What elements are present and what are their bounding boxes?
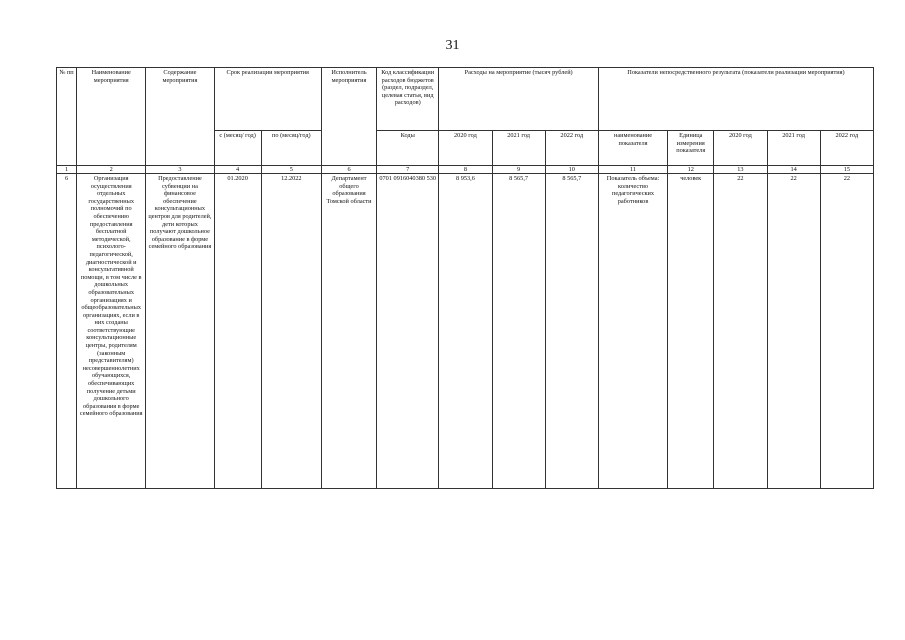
period-to: 12.2022 [261,174,321,489]
subheader-ind-2022: 2022 год [820,131,873,166]
column-number: 9 [492,166,545,174]
row-number: 6 [57,174,77,489]
column-number: 6 [321,166,376,174]
indicator-2020: 22 [714,174,767,489]
column-number: 4 [214,166,261,174]
subheader-exp-2020: 2020 год [439,131,492,166]
page-number: 31 [445,38,460,53]
indicator-name: Показатель объема: количество педагогических работников [598,174,667,489]
subheader-to: по (месяц/год) [261,131,321,166]
column-number: 7 [377,166,439,174]
column-number: 2 [77,166,146,174]
column-number: 5 [261,166,321,174]
header-col-classification: Код классификации расходов бюджетов (раздел, подраздел, целевая статья, вид расходов) [377,68,439,131]
header-col-name: Наименование мероприятия [77,68,146,166]
header-col-executor: Исполнитель мероприятия [321,68,376,166]
subheader-codes: Коды [377,131,439,166]
budget-codes: 0701 0916040380 530 [377,174,439,489]
subheader-indicator-name: наименование показателя [598,131,667,166]
subheader-ind-2021: 2021 год [767,131,820,166]
expense-2020: 8 953,6 [439,174,492,489]
indicator-unit: человек [668,174,714,489]
subheader-from: с (месяц/ год) [214,131,261,166]
header-col-expenses: Расходы на мероприятие (тысяч рублей) [439,68,599,131]
period-from: 01.2020 [214,174,261,489]
header-col-num: № пп [57,68,77,166]
column-number: 3 [146,166,214,174]
column-number: 8 [439,166,492,174]
header-row [57,68,874,131]
measure-content: Предоставление субвенции на финансовое обеспечение консультационных центров для родителей, дети которых получают дошкольное образование в форме семейного образования [146,174,214,489]
header-col-indicators: Показатели непосредственного результата (показатели реализации мероприятия) [598,68,873,131]
column-number: 1 [57,166,77,174]
column-number: 13 [714,166,767,174]
column-number: 11 [598,166,667,174]
expense-2021: 8 565,7 [492,174,545,489]
column-numbers-row [57,166,874,174]
executor: Департамент общего образования Томской области [321,174,376,489]
column-number: 12 [668,166,714,174]
subheader-ind-2020: 2020 год [714,131,767,166]
header-col-period: Срок реализации мероприятия [214,68,321,131]
subheader-exp-2021: 2021 год [492,131,545,166]
subheader-exp-2022: 2022 год [545,131,598,166]
table-row [57,174,874,489]
expense-2022: 8 565,7 [545,174,598,489]
header-col-content: Содержание мероприятия [146,68,214,166]
indicator-2022: 22 [820,174,873,489]
measures-table [56,67,874,489]
column-number: 15 [820,166,873,174]
subheader-unit: Единица измерения показателя [668,131,714,166]
indicator-2021: 22 [767,174,820,489]
column-number: 10 [545,166,598,174]
measure-name: Организация осуществления отдельных государственных полномочий по обеспечению предоставления бесплатной методической, психолого-педагогической, диагностической и консультативной помощи, в том числе в дошкольных образовательных организациях и общеобразовательных организациях, если в них созданы соответствующие консультационные центры, родителям (законным представителям) несовершеннолетних обучающихся, обеспечивающих получение детьми дошкольного образования в форме семейного образования [77,174,146,489]
column-number: 14 [767,166,820,174]
